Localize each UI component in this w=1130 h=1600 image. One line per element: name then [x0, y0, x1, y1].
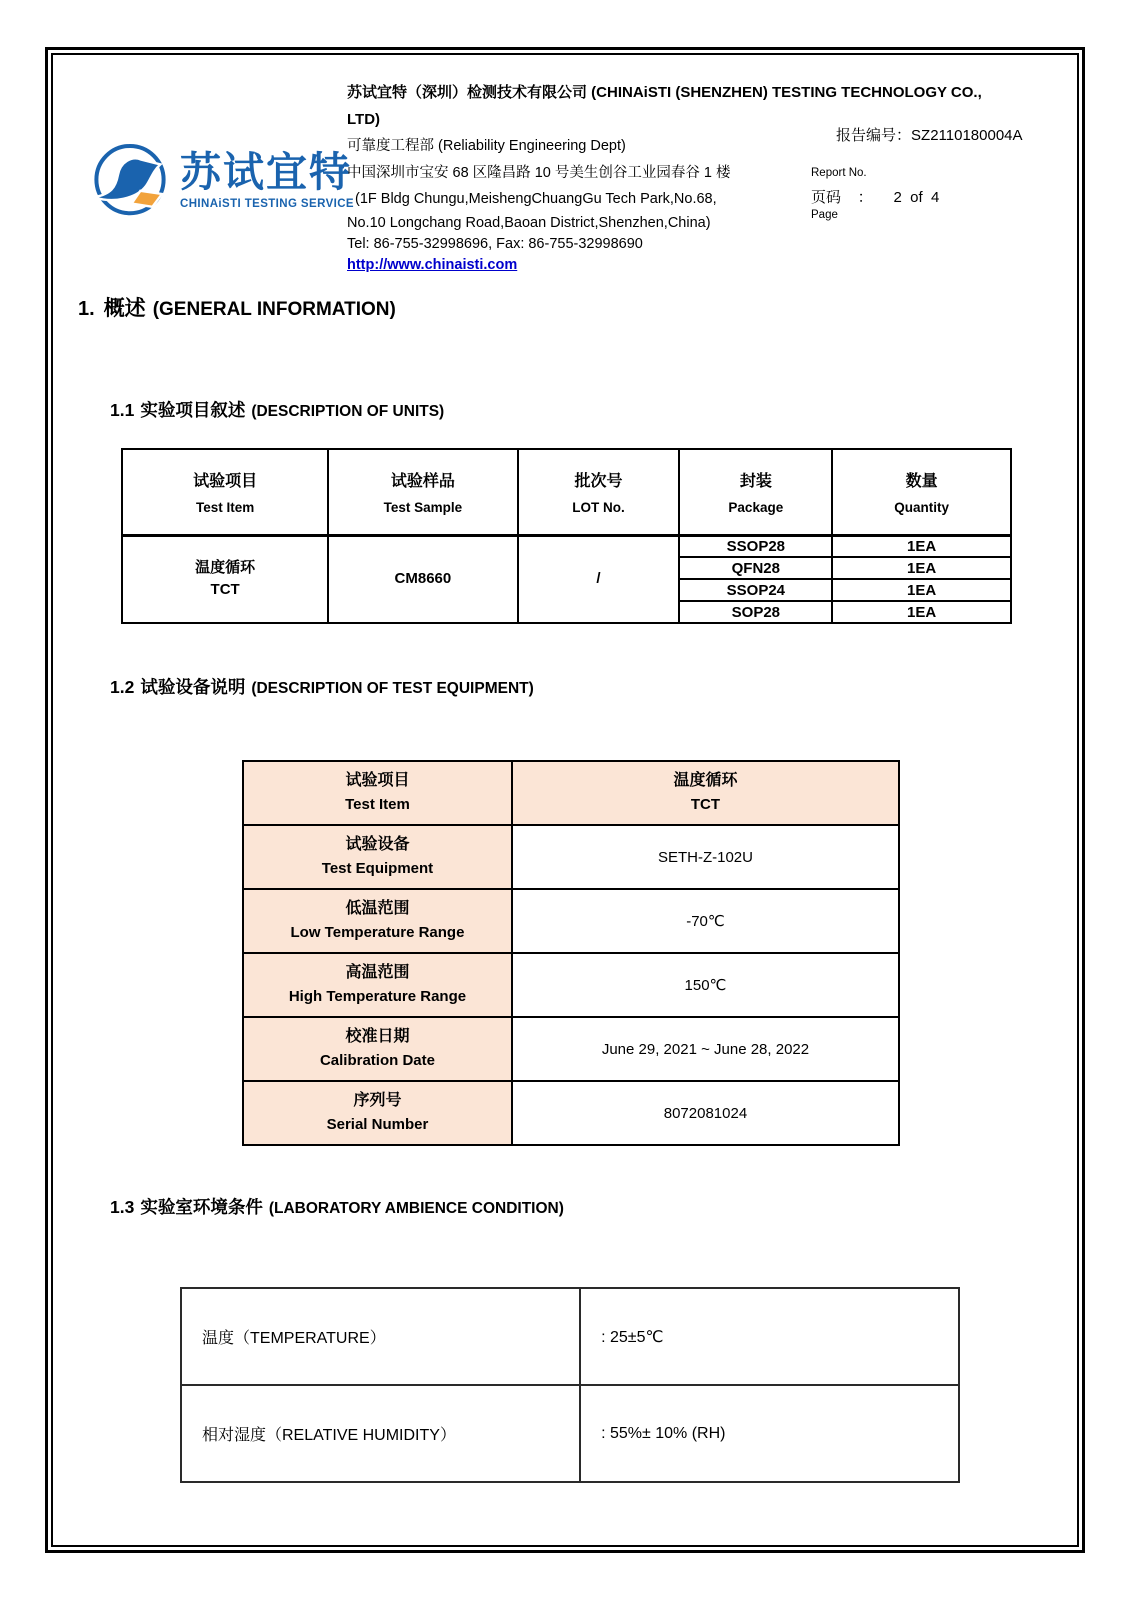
equipment-label-cell: 序列号 Serial Number	[243, 1081, 512, 1145]
report-meta	[811, 106, 1086, 230]
equipment-label-cell: 试验项目 Test Item	[243, 761, 512, 825]
equipment-value-cell: SETH-Z-102U	[512, 825, 899, 889]
report-no-label: 报告编号：	[836, 127, 912, 144]
column-header-lot-no: 批次号 LOT No.	[518, 449, 680, 535]
section-title-cn: 试验设备说明	[140, 677, 246, 697]
equipment-row	[243, 953, 899, 1017]
section-title-units	[110, 397, 444, 422]
company-name-line1: 苏试宜特（深圳）检测技术有限公司 (CHINAiSTI (SHENZHEN) TESTING TECHNOLOGY CO.,	[347, 84, 982, 101]
equipment-row	[243, 889, 899, 953]
section-title-equipment	[110, 674, 534, 699]
ambience-row	[181, 1385, 959, 1482]
ambience-row	[181, 1288, 959, 1385]
section-number: 1.1	[110, 400, 135, 420]
equipment-label-cell: 校准日期 Calibration Date	[243, 1017, 512, 1081]
lot-no-cell: /	[518, 535, 680, 623]
equipment-value-cell: June 29, 2021 ~ June 28, 2022	[512, 1017, 899, 1081]
page-no-sublabel: Page	[811, 209, 838, 221]
equipment-value-cell: -70℃	[512, 889, 899, 953]
section-title-cn: 概述	[103, 297, 146, 320]
address-en-line1: (1F Bldg Chungu,MeishengChuangGu Tech Park,No.68,	[355, 191, 717, 207]
units-header-row	[122, 449, 1011, 535]
test-sample-cell: CM8660	[328, 535, 517, 623]
column-header-quantity: 数量 Quantity	[832, 449, 1011, 535]
report-no-value: SZ2110180004A	[911, 127, 1023, 144]
website-link[interactable]: http://www.chinaisti.com	[347, 256, 518, 273]
section-title-en: (DESCRIPTION OF UNITS)	[251, 403, 445, 420]
logo-name-cn: 苏试宜特	[180, 149, 352, 196]
ambience-label-cell: 相对湿度（RELATIVE HUMIDITY）	[181, 1385, 580, 1482]
address-cn-line: 中国深圳市宝安 68 区隆昌路 10 号美生创谷工业园春谷 1 楼	[347, 164, 731, 181]
units-table	[121, 448, 1012, 624]
section-number: 1.3	[110, 1197, 135, 1217]
equipment-row	[243, 1017, 899, 1081]
report-no-sublabel: Report No.	[811, 167, 867, 179]
column-header-test-sample: 试验样品 Test Sample	[328, 449, 517, 535]
section-title-en: (DESCRIPTION OF TEST EQUIPMENT)	[251, 680, 534, 697]
ambience-value-cell: : 55%± 10% (RH)	[580, 1385, 959, 1482]
package-cell: SOP28	[679, 601, 832, 623]
ambience-table	[180, 1287, 960, 1483]
telfax-line: Tel: 86-755-32998696, Fax: 86-755-32998690	[347, 235, 643, 252]
equipment-row	[243, 761, 899, 825]
section-title-en: (LABORATORY AMBIENCE CONDITION)	[268, 1200, 564, 1217]
equipment-label-cell: 低温范围 Low Temperature Range	[243, 889, 512, 953]
section-number: 1.	[78, 298, 95, 320]
logo-name-en: CHINAiSTI TESTING SERVICE	[180, 197, 355, 210]
equipment-value-cell: 8072081024	[512, 1081, 899, 1145]
company-name-line2: LTD)	[347, 110, 381, 128]
column-header-test-item: 试验项目 Test Item	[122, 449, 328, 535]
section-title-en: (GENERAL INFORMATION)	[152, 299, 396, 320]
package-cell: QFN28	[679, 557, 832, 579]
quantity-cell: 1EA	[832, 579, 1011, 601]
column-header-package: 封装 Package	[679, 449, 832, 535]
section-title-ambience	[110, 1194, 564, 1219]
equipment-value-cell: 150℃	[512, 953, 899, 1017]
package-cell: SSOP28	[679, 535, 832, 557]
section-title-general	[78, 292, 396, 322]
quantity-cell: 1EA	[832, 601, 1011, 623]
equipment-row	[243, 1081, 899, 1145]
equipment-label-cell: 高温范围 High Temperature Range	[243, 953, 512, 1017]
equipment-row	[243, 825, 899, 889]
quantity-cell: 1EA	[832, 557, 1011, 579]
department-line: 可靠度工程部 (Reliability Engineering Dept)	[347, 138, 626, 154]
section-title-cn: 实验室环境条件	[140, 1197, 263, 1217]
section-title-cn: 实验项目叙述	[140, 400, 246, 420]
package-row	[122, 535, 1011, 557]
ambience-label-cell: 温度（TEMPERATURE）	[181, 1288, 580, 1385]
address-en-line2: No.10 Longchang Road,Baoan District,Shenzhen,China)	[347, 214, 711, 231]
ambience-value-cell: : 25±5℃	[580, 1288, 959, 1385]
section-number: 1.2	[110, 677, 135, 697]
quantity-cell: 1EA	[832, 535, 1011, 557]
equipment-value-cell: 温度循环 TCT	[512, 761, 899, 825]
equipment-table	[242, 760, 900, 1146]
page-no-line: 页码 ： 2 of 4	[811, 189, 940, 206]
test-item-cell: 温度循环 TCT	[122, 535, 328, 623]
equipment-label-cell: 试验设备 Test Equipment	[243, 825, 512, 889]
package-cell: SSOP24	[679, 579, 832, 601]
logo-mark-icon	[90, 138, 170, 223]
company-logo	[90, 138, 354, 223]
